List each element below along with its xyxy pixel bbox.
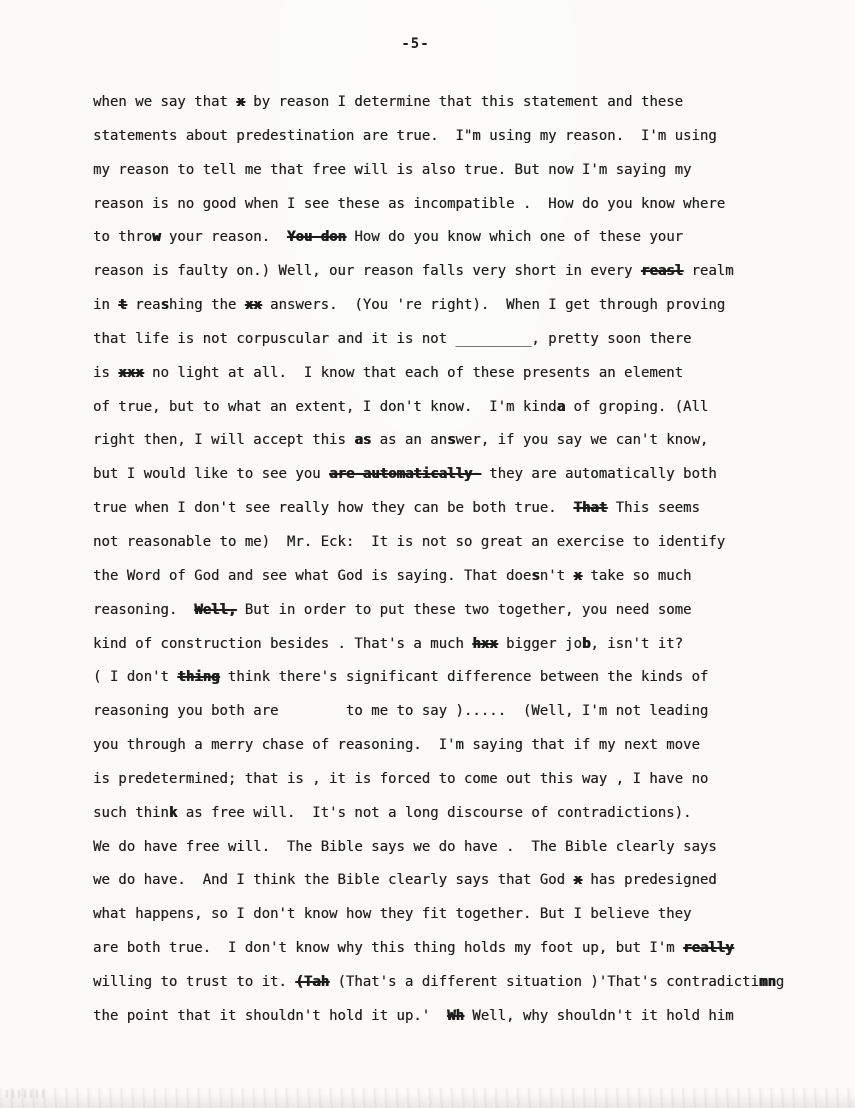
overstruck-text: k	[168, 804, 178, 821]
text-line	[93, 1000, 815, 1034]
body-text: is predetermined; that is , it is forced to come out this way , I have no	[93, 770, 709, 787]
body-text: when we say that	[93, 94, 237, 110]
text-line	[93, 458, 815, 492]
body-text: as an an	[371, 432, 448, 449]
body-text: my reason to tell me that free will is also true. But now I'm saying my	[93, 161, 692, 178]
body-text: bigger jo	[497, 635, 582, 652]
struck-text: thing	[177, 669, 220, 686]
text-line	[93, 255, 815, 289]
text-line	[93, 695, 815, 729]
text-line	[93, 120, 815, 154]
struck-text: Well,	[194, 601, 237, 618]
body-text: by reason I determine that this statement and these	[244, 94, 684, 110]
body-text: reasoning.	[93, 601, 195, 618]
body-text: n't	[539, 567, 574, 584]
body-text: is	[93, 364, 119, 381]
body-text: that life is not corpuscular and it is not _________, pretty soon there	[93, 330, 692, 347]
body-text: ( I don't	[93, 669, 178, 686]
text-line	[93, 154, 815, 188]
text-line	[93, 594, 815, 628]
overstruck-text: as	[354, 432, 372, 449]
text-line	[93, 526, 815, 560]
body-text: they are automatically both	[480, 466, 717, 483]
body-text: but I would like to see you	[93, 466, 330, 483]
struck-text: That	[573, 500, 608, 517]
body-text: such thin	[93, 804, 169, 821]
text-line	[93, 864, 815, 898]
body-text: take so much	[581, 567, 692, 584]
body-text: realm	[683, 263, 734, 280]
body-text: reason is no good when I see these as incompatible . How do you know where	[93, 195, 726, 212]
body-text: think there's significant difference between the kinds of	[219, 669, 709, 686]
body-text: the point that it shouldn't hold it up.'	[93, 1007, 448, 1024]
text-line	[93, 932, 815, 966]
struck-text: really	[683, 940, 734, 957]
body-text: This seems	[607, 500, 700, 517]
body-text: g	[775, 973, 785, 990]
body-text: reasoning you both are to me to say )..... (Well, I'm not leading	[93, 703, 709, 720]
body-text: what happens, so I don't know how they fit together. But I believe they	[93, 906, 692, 923]
body-text: How do you know which one of these your	[345, 229, 684, 246]
body-text: right then, I will accept this	[93, 432, 355, 449]
overstruck-text: w	[152, 229, 161, 246]
body-text: true when I don't see really how they can be both true.	[93, 500, 574, 517]
text-line	[93, 323, 815, 357]
text-line	[93, 424, 815, 458]
body-text: your reason.	[160, 229, 287, 246]
struck-text: Wh	[447, 1007, 464, 1024]
text-line	[93, 966, 815, 1000]
body-text: We do have free will. The Bible says we do have . The Bible clearly says	[93, 838, 717, 855]
struck-text: are-automatically-	[329, 466, 481, 483]
body-text: reason is faulty on.) Well, our reason falls very short in every	[93, 263, 641, 280]
body-text: you through a merry chase of reasoning. I'm saying that if my next move	[93, 737, 700, 754]
body-text: are both true. I don't know why this thing holds my foot up, but I'm	[93, 940, 684, 957]
body-text: of groping. (All	[565, 398, 709, 415]
body-text: hing the	[168, 297, 245, 314]
struck-text: xxx	[118, 364, 144, 381]
scan-smudge	[0, 1088, 855, 1108]
text-line	[93, 221, 815, 255]
overstruck-text: s	[160, 297, 169, 314]
text-line	[93, 831, 815, 865]
body-text: wer, if you say we can't know,	[455, 432, 709, 449]
overstruck-text: mn	[758, 973, 776, 990]
struck-text: xx	[244, 297, 262, 314]
text-line	[93, 391, 815, 425]
scan-edge-mark	[6, 1090, 46, 1098]
text-line	[93, 289, 815, 323]
overstruck-text: s	[531, 567, 540, 584]
body-text: no light at all. I know that each of these presents an element	[143, 364, 684, 381]
struck-text: (Tah	[295, 973, 330, 990]
text-line	[93, 763, 815, 797]
body-text: , isn't it?	[590, 635, 684, 652]
struck-text: t	[118, 297, 127, 314]
body-text: not reasonable to me) Mr. Eck: It is not so great an exercise to identify	[93, 533, 726, 550]
text-line	[93, 86, 815, 120]
body-text: Well, why shouldn't it hold him	[463, 1007, 734, 1024]
text-line	[93, 661, 815, 695]
overstruck-text: s	[447, 432, 456, 449]
text-line	[93, 357, 815, 391]
body-text: to thro	[93, 229, 153, 246]
body-text: But in order to put these two together, you need some	[236, 601, 692, 618]
text-line	[93, 797, 815, 831]
struck-text: x	[573, 872, 582, 889]
overstruck-text: a	[556, 398, 566, 415]
text-line	[93, 729, 815, 763]
text-line	[93, 628, 815, 662]
body-text: willing to trust to it.	[93, 973, 296, 990]
body-text: kind of construction besides . That's a much	[93, 635, 473, 652]
struck-text: x	[236, 94, 245, 110]
struck-text: reasl	[640, 263, 684, 280]
body-text: we do have. And I think the Bible clearly says that God	[93, 872, 574, 889]
body-text: rea	[126, 297, 161, 314]
body-text: as free will. It's not a long discourse of contradictions).	[177, 804, 692, 821]
text-line	[93, 188, 815, 222]
struck-text: x	[573, 567, 582, 584]
body-text: answers. (You 're right). When I get through proving	[261, 297, 726, 314]
document-body	[93, 86, 815, 1034]
overstruck-text: b	[581, 635, 591, 652]
body-text: statements about predestination are true. I"m using my reason. I'm using	[93, 127, 717, 144]
page-number: -5-	[401, 36, 430, 52]
body-text: the Word of God and see what God is saying. That doe	[93, 567, 532, 584]
struck-text: hxx	[472, 635, 498, 652]
body-text: (That's a different situation )'That's contradicti	[329, 973, 759, 990]
text-line	[93, 560, 815, 594]
body-text: in	[93, 297, 119, 314]
body-text: of true, but to what an extent, I don't know. I'm kind	[93, 398, 557, 415]
text-line	[93, 898, 815, 932]
body-text: has predesigned	[581, 872, 717, 889]
struck-text: You-don	[286, 229, 346, 246]
text-line	[93, 492, 815, 526]
